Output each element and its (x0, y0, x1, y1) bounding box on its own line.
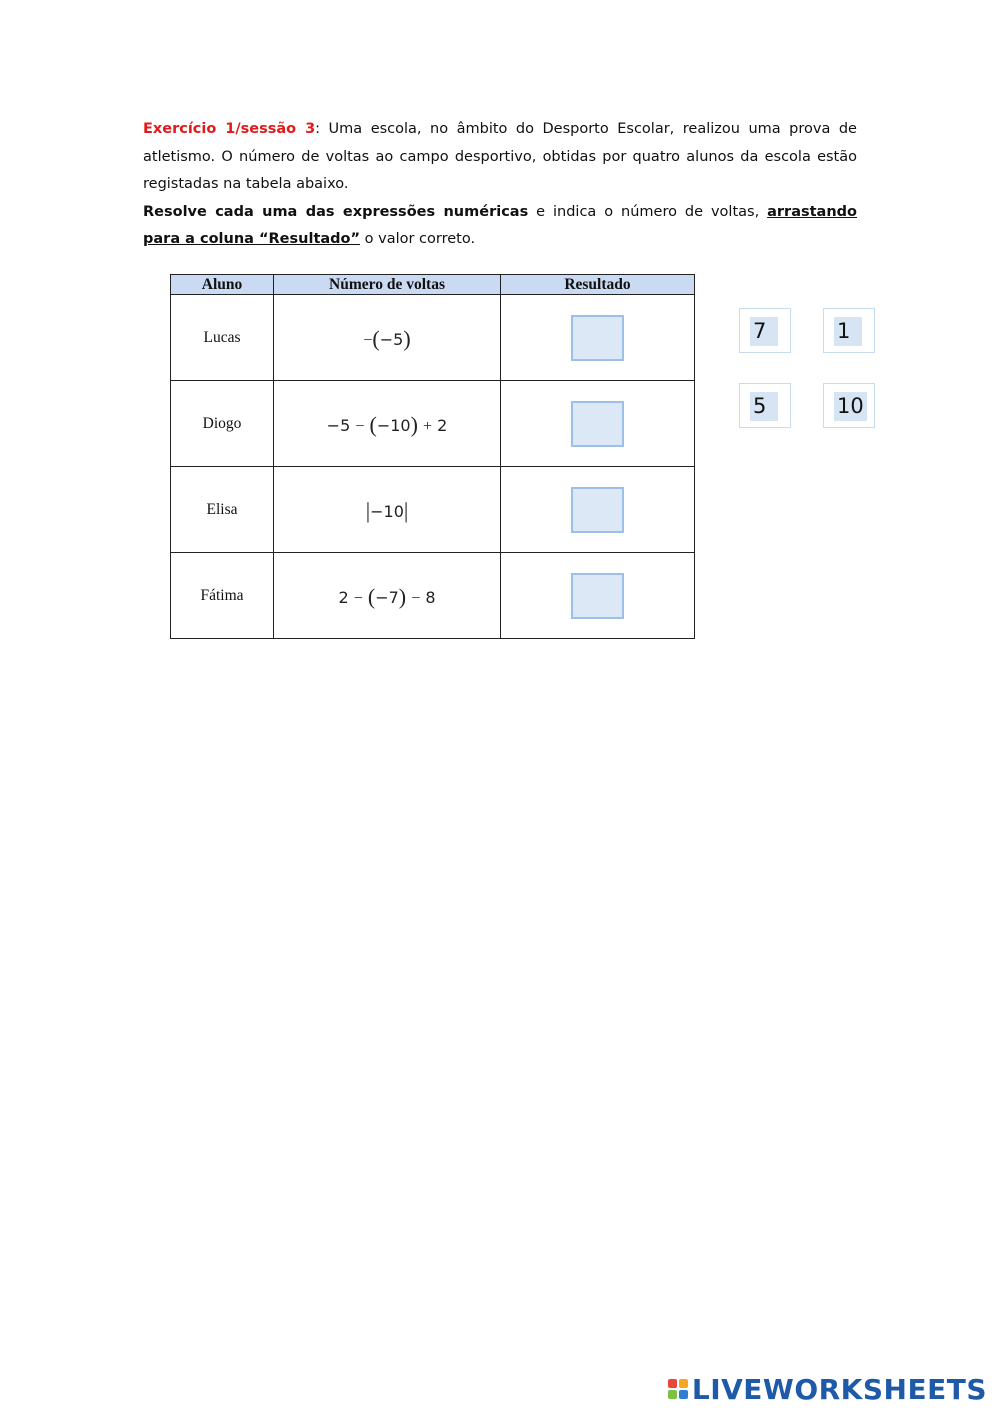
student-name: Elisa (171, 467, 274, 553)
expression-cell (274, 467, 501, 553)
drop-zone-diogo[interactable] (571, 401, 624, 447)
table-row (171, 467, 695, 553)
result-cell (501, 295, 695, 381)
expression-fatima: 2 − (−7) − 8 (338, 583, 436, 609)
table-header-row (171, 275, 695, 295)
expression-elisa: |−10| (365, 497, 409, 523)
result-cell (501, 467, 695, 553)
exercise-instructions (143, 116, 857, 254)
draggable-tile-10[interactable] (823, 383, 875, 428)
instruction-text: e indica o número de voltas, (528, 203, 768, 220)
draggable-tile-5[interactable] (739, 383, 791, 428)
student-name: Lucas (171, 295, 274, 381)
header-numero-voltas: Número de voltas (274, 275, 501, 295)
drop-zone-lucas[interactable] (571, 315, 624, 361)
table-row (171, 295, 695, 381)
expression-cell (274, 295, 501, 381)
tile-value: 1 (834, 317, 862, 346)
student-name: Fátima (171, 553, 274, 639)
result-cell (501, 381, 695, 467)
laps-table (170, 274, 695, 639)
exercise-context: : Uma escola, no âmbito do Desporto Escolar, realizou uma prova de atletismo. O número de voltas ao campo desportivo, obtidas por quatro alunos da escola estão registadas na tabela abaixo. (143, 121, 857, 192)
tile-value: 10 (834, 392, 867, 421)
logo-mark-icon (668, 1379, 688, 1399)
table-row (171, 553, 695, 639)
tile-value: 5 (750, 392, 778, 421)
expression-cell (274, 553, 501, 639)
expression-lucas: −(−5) (363, 325, 411, 351)
header-aluno: Aluno (171, 275, 274, 295)
draggable-tile-7[interactable] (739, 308, 791, 353)
tile-value: 7 (750, 317, 778, 346)
header-resultado: Resultado (501, 275, 695, 295)
expression-cell (274, 381, 501, 467)
logo-text: LIVEWORKSHEETS (691, 1372, 987, 1406)
drop-zone-fatima[interactable] (571, 573, 624, 619)
table-row (171, 381, 695, 467)
drop-zone-elisa[interactable] (571, 487, 624, 533)
instruction-end: o valor correto. (360, 231, 476, 247)
instruction-bold: Resolve cada uma das expressões numéricas (143, 203, 529, 220)
exercise-title: Exercício 1/sessão 3 (143, 121, 316, 137)
student-name: Diogo (171, 381, 274, 467)
result-cell (501, 553, 695, 639)
draggable-tile-1[interactable] (823, 308, 875, 353)
instruction-underlined: arrastando para a coluna “Resultado” (143, 203, 857, 247)
liveworksheets-logo (668, 1374, 987, 1404)
expression-diogo: −5 − (−10) + 2 (326, 411, 448, 437)
